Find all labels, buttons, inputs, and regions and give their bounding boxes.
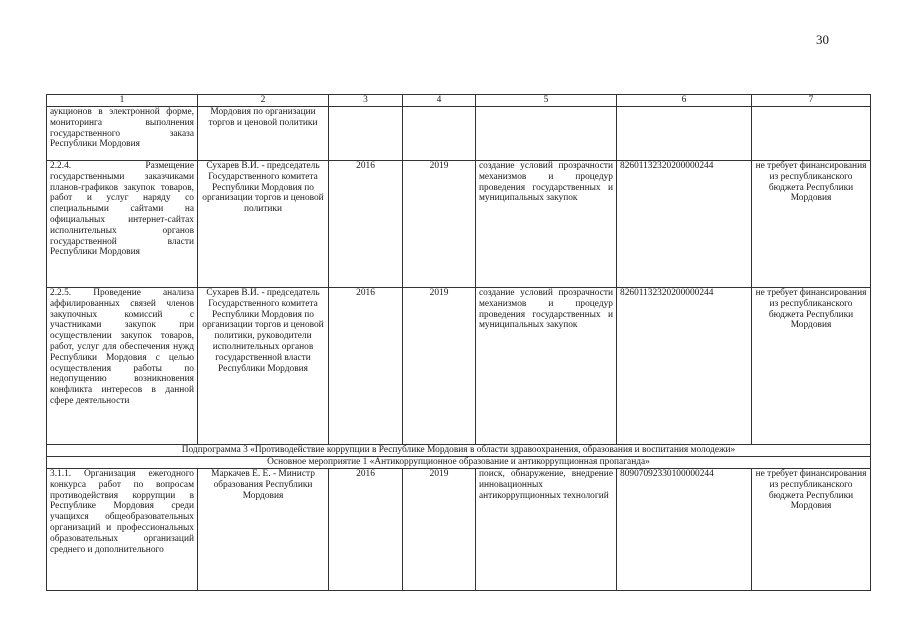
funding-note [752, 107, 871, 161]
column-number: 1 [47, 95, 198, 107]
start-year: 2016 [329, 161, 403, 288]
column-number: 4 [403, 95, 476, 107]
column-number: 3 [329, 95, 403, 107]
expected-result [476, 107, 617, 161]
end-year: 2019 [403, 288, 476, 445]
funding-note: не требует финансирования из республиканского бюджета Республики Мордовия [752, 288, 871, 445]
measure-name: 3.1.1. Организация ежегодного конкурса работ по вопросам противодействия коррупции в Республике Мордовия среди учащихся общеобразовательных организаций и профессиональных образовательных организаций среднего и дополнительного [47, 469, 198, 591]
start-year: 2016 [329, 288, 403, 445]
column-number: 5 [476, 95, 617, 107]
start-year: 2016 [329, 469, 403, 591]
column-number-row [47, 95, 871, 107]
responsible-person: Сухарев В.И. - председатель Государственного комитета Республики Мордовия по организации торгов и ценовой политики [198, 161, 329, 288]
column-number: 2 [198, 95, 329, 107]
table-row [47, 288, 871, 445]
funding-note: не требует финансирования из республиканского бюджета Республики Мордовия [752, 469, 871, 591]
main-event-row [47, 457, 871, 469]
measure-name: 2.2.5. Проведение анализа аффилированных связей членов закупочных комиссий с участниками закупок при осуществлении закупок товаров, работ, услуг для обеспечения нужд Республики Мордовия с целью осуществления работы по недопущению возникновения конфликта интересов в данной сфере деятельности [47, 288, 198, 445]
expected-result: создание условий прозрачности механизмов и процедур проведения государственных и муниципальных закупок [476, 161, 617, 288]
start-year [329, 107, 403, 161]
budget-code: 82601132320200000244 [617, 288, 752, 445]
main-event-heading: Основное мероприятие 1 «Антикоррупционное образование и антикоррупционная пропаганда» [47, 457, 871, 469]
end-year: 2019 [403, 469, 476, 591]
budget-code [617, 107, 752, 161]
table-row [47, 469, 871, 591]
budget-code: 82601132320200000244 [617, 161, 752, 288]
subprogram-heading: Подпрограмма 3 «Противодействие коррупции в Республике Мордовия в области здравоохранения, образования и воспитания молодежи» [47, 445, 871, 457]
program-table [46, 94, 871, 591]
end-year [403, 107, 476, 161]
measure-name: 2.2.4. Размещение государственными заказчиками планов-графиков закупок товаров, работ и услуг наряду со специальными сайтами на официальных интернет-сайтах исполнительных органов государственной власти Республики Мордовия [47, 161, 198, 288]
measure-name: аукционов в электронной форме, мониторинга выполнения государственного заказа Республики Мордовия [47, 107, 198, 161]
expected-result: поиск, обнаружение, внедрение инновационных антикоррупционных технологий [476, 469, 617, 591]
responsible-person: Сухарев В.И. - председатель Государственного комитета Республики Мордовия по организации торгов и ценовой политики, руководители исполнительных органов государственной власти Республики Мордовия [198, 288, 329, 445]
end-year: 2019 [403, 161, 476, 288]
responsible-person: Маркачев Е. Е. - Министр образования Республики Мордовия [198, 469, 329, 591]
funding-note: не требует финансирования из республиканского бюджета Республики Мордовия [752, 161, 871, 288]
responsible-person: Мордовия по организации торгов и ценовой политики [198, 107, 329, 161]
budget-code: 80907092330100000244 [617, 469, 752, 591]
column-number: 6 [617, 95, 752, 107]
page-number: 30 [816, 32, 829, 47]
subprogram-row [47, 445, 871, 457]
table-row [47, 107, 871, 161]
column-number: 7 [752, 95, 871, 107]
expected-result: создание условий прозрачности механизмов и процедур проведения государственных и муниципальных закупок [476, 288, 617, 445]
table-row [47, 161, 871, 288]
